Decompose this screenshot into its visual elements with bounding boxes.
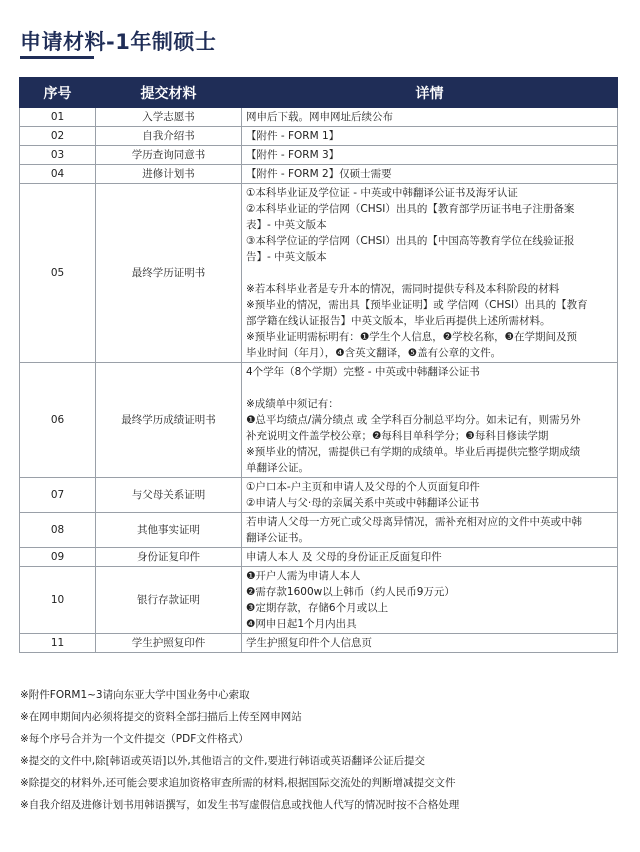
detail-line: ※预毕业证明需标明有：❶学生个人信息，❷学校名称，❸在学期间及预 <box>246 331 578 343</box>
detail-line: 4个学年（8个学期）完整 - 中英或中韩翻译公证书 <box>246 366 480 378</box>
title-underline <box>20 56 94 59</box>
note-item: ※自我介绍及进修计划书用韩语撰写，如发生书写虚假信息或找他人代写的情况时按不合格处理 <box>20 799 460 811</box>
table-header-row <box>20 78 618 108</box>
material-detail <box>242 146 618 165</box>
material-detail <box>242 363 618 478</box>
row-number: 09 <box>20 548 96 567</box>
material-name: 学历查询同意书 <box>96 146 242 165</box>
page-title: 申请材料-1年制硕士 <box>20 30 217 54</box>
material-detail <box>242 513 618 548</box>
detail-line: ❶总平均绩点/满分绩点 或 全学科百分制总平均分。如未记有，则需另外 <box>246 414 581 426</box>
table-row <box>20 108 618 127</box>
table-row <box>20 363 618 478</box>
material-name: 自我介绍书 <box>96 127 242 146</box>
material-name: 入学志愿书 <box>96 108 242 127</box>
material-detail <box>242 127 618 146</box>
row-number: 02 <box>20 127 96 146</box>
material-name: 与父母关系证明 <box>96 478 242 513</box>
row-number: 10 <box>20 567 96 634</box>
table-row <box>20 165 618 184</box>
material-name: 其他事实证明 <box>96 513 242 548</box>
detail-line: ③本科学位证的学信网（CHSI）出具的【中国高等教育学位在线验证报 <box>246 235 575 247</box>
material-name: 银行存款证明 <box>96 567 242 634</box>
detail-line: 学生护照复印件个人信息页 <box>246 637 372 649</box>
header-detail: 详情 <box>242 78 618 108</box>
table-row <box>20 567 618 634</box>
note-item: ※每个序号合并为一个文件提交（PDF文件格式） <box>20 733 249 745</box>
material-detail <box>242 567 618 634</box>
material-detail <box>242 548 618 567</box>
row-number: 11 <box>20 634 96 653</box>
detail-line: ※若本科毕业者是专升本的情况，需同时提供专科及本科阶段的材料 <box>246 283 560 295</box>
detail-line: 网申后下载。网申网址后续公布 <box>246 111 393 123</box>
material-name: 进修计划书 <box>96 165 242 184</box>
material-detail <box>242 634 618 653</box>
material-name: 最终学历成绩证明书 <box>96 363 242 478</box>
row-number: 03 <box>20 146 96 165</box>
detail-line: 【附件 - FORM 3】 <box>246 149 340 161</box>
table-row <box>20 184 618 363</box>
detail-line: 【附件 - FORM 2】仅硕士需要 <box>246 168 392 180</box>
material-name: 最终学历证明书 <box>96 184 242 363</box>
detail-line: ❶开户人需为申请人本人 <box>246 570 361 582</box>
material-detail <box>242 184 618 363</box>
detail-line: 申请人本人 及 父母的身份证正反面复印件 <box>246 551 442 563</box>
note-item: ※附件FORM1~3请向东亚大学中国业务中心索取 <box>20 689 250 701</box>
material-name: 学生护照复印件 <box>96 634 242 653</box>
detail-line: ①本科毕业证及学位证 - 中英或中韩翻译公证书及海牙认证 <box>246 187 518 199</box>
table-row <box>20 127 618 146</box>
detail-line: ①户口本-户主页和申请人及父母的个人页面复印件 <box>246 481 480 493</box>
detail-line: 【附件 - FORM 1】 <box>246 130 340 142</box>
row-number: 01 <box>20 108 96 127</box>
row-number: 04 <box>20 165 96 184</box>
detail-line: ※预毕业的情况，需提供已有学期的成绩单。毕业后再提供完整学期成绩 <box>246 446 581 458</box>
notes-section <box>20 684 459 816</box>
detail-line: 表】- 中英文版本 <box>246 219 327 231</box>
row-number: 05 <box>20 184 96 363</box>
detail-line: ❷需存款1600w以上韩币（约人民币9万元） <box>246 586 455 598</box>
detail-line: 翻译公证书。 <box>246 532 309 544</box>
material-detail <box>242 165 618 184</box>
detail-line: 毕业时间（年月），❹含英文翻译，❺盖有公章的文件。 <box>246 347 502 359</box>
table-row <box>20 513 618 548</box>
note-item: ※提交的文件中,除[韩语或英语]以外,其他语言的文件,要进行韩语或英语翻译公证后提交 <box>20 755 426 767</box>
table-row <box>20 548 618 567</box>
table-row <box>20 478 618 513</box>
materials-table <box>19 77 618 653</box>
row-number: 08 <box>20 513 96 548</box>
note-item: ※除提交的材料外,还可能会要求追加资格审查所需的材料,根据国际交流处的判断增减提交文件 <box>20 777 456 789</box>
table-row <box>20 146 618 165</box>
material-detail <box>242 478 618 513</box>
detail-line: 补充说明文件盖学校公章；❷每科目单科学分；❸每科目修读学期 <box>246 430 549 442</box>
detail-line: ※成绩单中须记有： <box>246 398 339 410</box>
detail-line: ②本科毕业证的学信网（CHSI）出具的【教育部学历证书电子注册备案 <box>246 203 575 215</box>
note-item: ※在网申期间内必须将提交的资料全部扫描后上传至网申网站 <box>20 711 302 723</box>
detail-line: 单翻译公证。 <box>246 462 309 474</box>
material-name: 身份证复印件 <box>96 548 242 567</box>
detail-line <box>246 380 613 396</box>
material-detail <box>242 108 618 127</box>
row-number: 06 <box>20 363 96 478</box>
detail-line: ❹网申日起1个月内出具 <box>246 618 357 630</box>
table-row <box>20 634 618 653</box>
header-number: 序号 <box>20 78 96 108</box>
detail-line: 告】- 中英文版本 <box>246 251 327 263</box>
header-material: 提交材料 <box>96 78 242 108</box>
detail-line: 若申请人父母一方死亡或父母离异情况，需补充相对应的文件中英或中韩 <box>246 516 582 528</box>
detail-line <box>246 265 613 281</box>
row-number: 07 <box>20 478 96 513</box>
detail-line: ❸定期存款，存储6个月或以上 <box>246 602 389 614</box>
detail-line: ②申请人与父·母的亲属关系中英或中韩翻译公证书 <box>246 497 480 509</box>
detail-line: ※预毕业的情况，需出具【预毕业证明】或 学信网（CHSI）出具的【教育 <box>246 299 588 311</box>
detail-line: 部学籍在线认证报告】中英文版本，毕业后再提供上述所需材料。 <box>246 315 551 327</box>
